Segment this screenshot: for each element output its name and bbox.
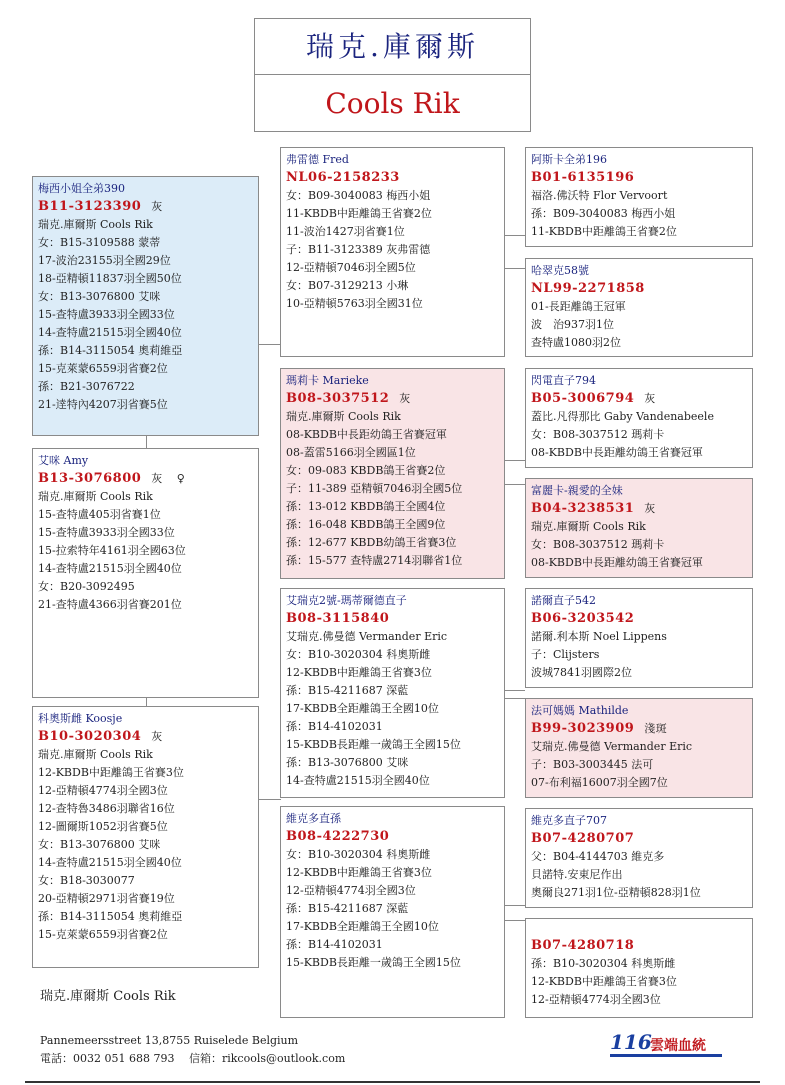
info-line: 女：B08-3037512 瑪莉卡: [531, 538, 665, 551]
connector: [259, 799, 281, 800]
info-line: 孫：13-012 KBDB鴿王全國4位: [286, 500, 446, 513]
bottom-divider: [25, 1081, 760, 1083]
logo: [610, 1030, 730, 1058]
info-line: 子：11-389 亞精頓7046羽全國5位: [286, 482, 463, 495]
info-line: 波 治937羽1位: [531, 318, 614, 331]
contact-info: 電話：0032 051 688 793 信箱：rikcools@outlook.com: [40, 1052, 346, 1065]
info-line: 12-KBDB中距離鴿王省賽3位: [286, 866, 432, 879]
pigeon-name: 法可媽媽 Mathilde: [531, 704, 629, 717]
ring-number: NL06-2158233: [286, 170, 400, 185]
ring-number: B13-3076800 灰 ♀: [38, 471, 186, 486]
info-line: 孫：B15-4211687 深藍: [286, 902, 409, 915]
info-line: 女：09-083 KBDB鴿王省賽2位: [286, 464, 446, 477]
ring-number: B07-4280718: [531, 938, 635, 953]
info-line: 17-波治23155羽全國29位: [38, 254, 171, 267]
info-line: 15-查特盧3933羽全國33位: [38, 526, 175, 539]
sire-dam-sire-box: [525, 368, 753, 468]
info-line: 15-查特盧405羽省賽1位: [38, 508, 161, 521]
dam-sire-sire-box: [525, 588, 753, 688]
info-line: 瑞克.庫爾斯 Cools Rik: [38, 490, 153, 503]
info-line: 21-逹特內4207羽省賽5位: [38, 398, 168, 411]
info-line: 14-查特盧21515羽全國40位: [38, 856, 182, 869]
info-line: 波城7841羽國際2位: [531, 666, 632, 679]
info-line: 15-KBDB長距離一歲鴿王全國15位: [286, 738, 461, 751]
connector: [504, 235, 525, 236]
info-line: 08-KBDB中長距離幼鴿王省賽冠軍: [531, 446, 703, 459]
info-line: 蓋比.凡得那比 Gaby Vandenabeele: [531, 410, 714, 423]
info-line: 瑞克.庫爾斯 Cools Rik: [286, 410, 401, 423]
info-line: 父：B04-4144703 維克多: [531, 850, 665, 863]
info-line: 瑞克.庫爾斯 Cools Rik: [38, 748, 153, 761]
logo-text: 雲端血統: [650, 1038, 706, 1054]
info-line: 女：B08-3037512 瑪莉卡: [531, 428, 665, 441]
connector: [504, 690, 525, 691]
pigeon-name: 維克多直子707: [531, 814, 607, 827]
logo-number: 116: [610, 1030, 652, 1054]
sire-dam-dam-box: [525, 478, 753, 578]
info-line: 08-KBDB中長距幼鴿王省賽冠軍: [286, 428, 447, 441]
info-line: 20-亞精頓2971羽省賽19位: [38, 892, 175, 905]
color-label: 灰: [644, 502, 656, 515]
sire-sire-dam-box: [525, 258, 753, 357]
dam-dam-sire-box: [525, 808, 753, 908]
info-line: 18-亞精頓11837羽全國50位: [38, 272, 182, 285]
ring-number: B99-3023909 淺斑: [531, 721, 668, 736]
info-line: 瑞克.庫爾斯 Cools Rik: [531, 520, 646, 533]
info-line: 孫：B21-3076722: [38, 380, 135, 393]
dam-sire-box: [280, 588, 505, 798]
connector: [504, 920, 525, 921]
ring-number: B05-3006794 灰: [531, 391, 656, 406]
title-chinese: 瑞克.庫爾斯: [255, 19, 530, 75]
pigeon-name: 艾咪 Amy: [38, 454, 89, 467]
info-line: 11-波治1427羽省賽1位: [286, 225, 405, 238]
color-label: 灰: [151, 730, 163, 743]
info-line: 孫：B14-3115054 奧莉維亞: [38, 910, 183, 923]
info-line: 福洛.佛沃特 Flor Vervoort: [531, 189, 668, 202]
info-line: 15-KBDB長距離一歲鴿王全國15位: [286, 956, 461, 969]
info-line: 17-KBDB全距離鴿王全國10位: [286, 702, 439, 715]
ring-number: B08-3037512 灰: [286, 391, 411, 406]
pigeon-name: 瑪莉卡 Marieke: [286, 374, 369, 387]
info-line: 12-KBDB中距離鴿王省賽3位: [38, 766, 184, 779]
info-line: 11-KBDB中距離鴿王省賽2位: [286, 207, 432, 220]
contact-block: [40, 1032, 345, 1068]
sire-sire-sire-box: [525, 147, 753, 247]
info-line: 12-KBDB中距離鴿王省賽3位: [531, 975, 677, 988]
info-line: 孫：B14-3115054 奧莉維亞: [38, 344, 183, 357]
info-line: 艾瑞克.佛曼德 Vermander Eric: [286, 630, 448, 643]
info-line: 子：B11-3123389 灰弗雷德: [286, 243, 431, 256]
info-line: 女：B13-3076800 艾咪: [38, 838, 161, 851]
ring-number: B04-3238531 灰: [531, 501, 656, 516]
info-line: 子：B03-3003445 法可: [531, 758, 654, 771]
info-line: 孫：15-577 查特盧2714羽聯省1位: [286, 554, 463, 567]
pigeon-name: 維克多直孫: [286, 812, 341, 825]
ring-number: B01-6135196: [531, 170, 635, 185]
info-line: 14-查特盧21515羽全國40位: [286, 774, 430, 787]
info-line: 孫：B09-3040083 梅西小姐: [531, 207, 676, 220]
ring-number: B08-3115840: [286, 611, 390, 626]
info-line: 11-KBDB中距離鴿王省賽2位: [531, 225, 677, 238]
connector: [146, 698, 147, 706]
info-line: 女：B15-3109588 蒙蒂: [38, 236, 161, 249]
sire-sire-box: [280, 147, 505, 357]
info-line: 15-拉索特年4161羽全國63位: [38, 544, 186, 557]
breeder-name: 瑞克.庫爾斯 Cools Rik: [40, 989, 176, 1004]
pigeon-name: 諾爾直子542: [531, 594, 596, 607]
info-line: 17-KBDB全距離鴿王全國10位: [286, 920, 439, 933]
sire-box: [32, 176, 259, 436]
dam-dam-box: [280, 806, 505, 1018]
title-box: [254, 18, 531, 132]
dam2-box: [32, 706, 259, 968]
info-line: 21-查特盧4366羽省賽201位: [38, 598, 182, 611]
info-line: 孫：12-677 KBDB幼鴿王省賽3位: [286, 536, 457, 549]
color-label: 灰: [151, 200, 163, 213]
info-line: 12-亞精頓4774羽全國3位: [38, 784, 168, 797]
info-line: 女：B18-3030077: [38, 874, 135, 887]
pigeon-name: 梅西小姐全弟390: [38, 182, 125, 195]
color-label: 灰: [644, 392, 656, 405]
info-line: 15-克萊蒙6559羽省賽2位: [38, 928, 168, 941]
logo-underline: [610, 1054, 722, 1057]
info-line: 女：B10-3020304 科奧斯雌: [286, 648, 431, 661]
info-line: 14-查特盧21515羽全國40位: [38, 562, 182, 575]
info-line: 15-查特盧3933羽全國33位: [38, 308, 175, 321]
info-line: 女：B07-3129213 小琳: [286, 279, 409, 292]
ring-number: B07-4280707: [531, 831, 635, 846]
info-line: 12-亞精頓4774羽全國3位: [531, 993, 661, 1006]
color-label: 灰: [151, 472, 163, 485]
info-line: 10-亞精頓5763羽全國31位: [286, 297, 423, 310]
pigeon-name: 哈翠克58號: [531, 264, 589, 277]
color-label: 灰: [399, 392, 411, 405]
connector: [504, 905, 525, 906]
info-line: 奧爾良271羽1位-亞精頓828羽1位: [531, 886, 701, 899]
pigeon-name: 閃電直子794: [531, 374, 596, 387]
info-line: 12-亞精頓4774羽全國3位: [286, 884, 416, 897]
info-line: 查特盧1080羽2位: [531, 336, 621, 349]
info-line: 12-查特魯3486羽聯省16位: [38, 802, 175, 815]
connector: [259, 344, 281, 345]
info-line: 女：B09-3040083 梅西小姐: [286, 189, 431, 202]
connector: [504, 460, 525, 461]
info-line: 艾瑞克.佛曼德 Vermander Eric: [531, 740, 693, 753]
info-line: 孫：B15-4211687 深藍: [286, 684, 409, 697]
dam-sire-dam-box: [525, 698, 753, 798]
sire-dam-box: [280, 368, 505, 579]
info-line: 孫：B14-4102031: [286, 720, 383, 733]
info-line: 女：B13-3076800 艾咪: [38, 290, 161, 303]
info-line: 子：Clijsters: [531, 648, 600, 661]
info-line: 08-蓋雷5166羽全國區1位: [286, 446, 416, 459]
info-line: 01-長距離鴿王冠軍: [531, 300, 626, 313]
info-line: 12-KBDB中距離鴿王省賽3位: [286, 666, 432, 679]
connector: [504, 698, 525, 699]
pigeon-name: 弗雷德 Fred: [286, 153, 349, 166]
info-line: 12-亞精頓7046羽全國5位: [286, 261, 416, 274]
sex-label: ♀: [176, 472, 186, 485]
ring-number: B08-4222730: [286, 829, 390, 844]
pigeon-name: 艾瑞克2號-瑪蒂爾德直子: [286, 594, 407, 607]
connector: [504, 268, 525, 269]
title-english: Cools Rik: [325, 87, 460, 120]
info-line: 07-布利福16007羽全國7位: [531, 776, 668, 789]
info-line: 孫：B14-4102031: [286, 938, 383, 951]
connector: [146, 436, 147, 448]
info-line: 諾爾.利本斯 Noel Lippens: [531, 630, 667, 643]
dam-dam-dam-box: [525, 918, 753, 1018]
pigeon-name: 富麗卡-親愛的全妹: [531, 484, 623, 497]
info-line: 15-克萊蒙6559羽省賽2位: [38, 362, 168, 375]
ring-number: NL99-2271858: [531, 281, 645, 296]
info-line: 孫：B13-3076800 艾咪: [286, 756, 409, 769]
pigeon-name: 阿斯卡全弟196: [531, 153, 607, 166]
info-line: 女：B20-3092495: [38, 580, 135, 593]
info-line: 女：B10-3020304 科奧斯雌: [286, 848, 431, 861]
ring-number: B10-3020304 灰: [38, 729, 163, 744]
info-line: 08-KBDB中長距離幼鴿王省賽冠軍: [531, 556, 703, 569]
dam-box: [32, 448, 259, 698]
info-line: 孫：16-048 KBDB鴿王全國9位: [286, 518, 446, 531]
info-line: 孫：B10-3020304 科奧斯雌: [531, 957, 676, 970]
connector: [504, 484, 525, 485]
ring-number: B11-3123390 灰: [38, 199, 163, 214]
color-label: 淺斑: [644, 722, 668, 735]
info-line: 12-圖爾斯1052羽省賽5位: [38, 820, 168, 833]
ring-number: B06-3203542: [531, 611, 635, 626]
info-line: 貝諾特.安東尼作出: [531, 868, 623, 881]
info-line: 14-查特盧21515羽全國40位: [38, 326, 182, 339]
address: Pannemeersstreet 13,8755 Ruiselede Belgium: [40, 1034, 299, 1047]
pigeon-name: 科奧斯雌 Koosje: [38, 712, 123, 725]
info-line: 瑞克.庫爾斯 Cools Rik: [38, 218, 153, 231]
